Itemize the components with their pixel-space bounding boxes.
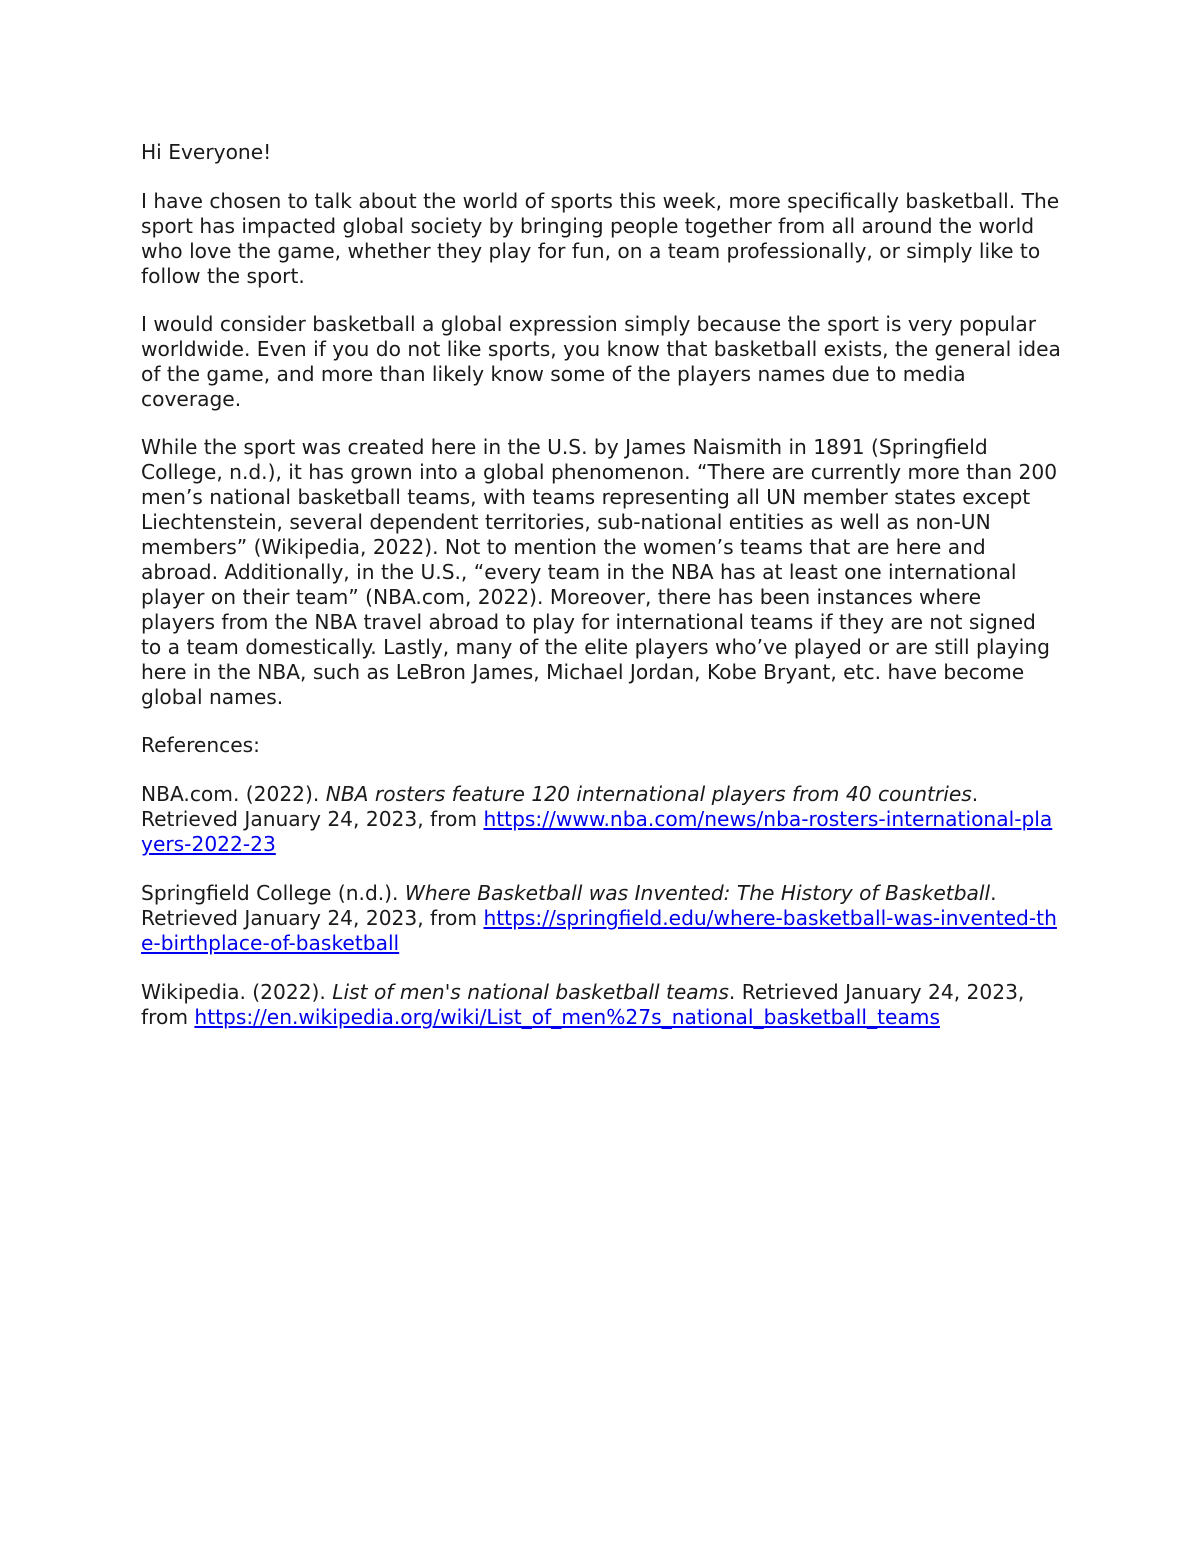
reference-nba	[141, 782, 1061, 857]
references-heading: References:	[141, 733, 260, 757]
reference-retrieved: . Retrieved January 24, 2023, from	[141, 980, 1025, 1029]
greeting: Hi Everyone!	[141, 140, 272, 164]
reference-author: NBA.com. (2022).	[141, 782, 326, 806]
document-page	[141, 140, 1061, 1054]
reference-title: NBA rosters feature 120 international players from 40 countries	[325, 782, 972, 806]
paragraph-global-expression: I would consider basketball a global expression simply because the sport is very popular worldwide. Even if you do not like sports, you know that basketball exists, the general idea of the game, and more than likely know some of the players names due to media coverage.	[141, 312, 1061, 411]
reference-title: List of men's national basketball teams	[332, 980, 729, 1004]
reference-link[interactable]: https://en.wikipedia.org/wiki/List_of_men%27s_national_basketball_teams	[194, 1005, 940, 1029]
reference-author: Springfield College (n.d.).	[141, 881, 405, 905]
reference-springfield	[141, 881, 1061, 956]
reference-wikipedia	[141, 980, 1061, 1030]
reference-retrieved: . Retrieved January 24, 2023, from	[141, 881, 997, 930]
reference-author: Wikipedia. (2022).	[141, 980, 333, 1004]
reference-retrieved: . Retrieved January 24, 2023, from	[141, 782, 979, 831]
reference-link[interactable]: https://www.nba.com/news/nba-rosters-international-players-2022-23	[141, 807, 1053, 856]
reference-title: Where Basketball was Invented: The History of Basketball	[404, 881, 991, 905]
reference-link[interactable]: https://springfield.edu/where-basketball-was-invented-the-birthplace-of-basketball	[141, 906, 1057, 955]
paragraph-intro: I have chosen to talk about the world of sports this week, more specifically basketball. The sport has impacted global society by bringing people together from all around the world who love the game, whether they play for fun, on a team professionally, or simply like to follow the sport.	[141, 189, 1060, 288]
paragraph-history: While the sport was created here in the U.S. by James Naismith in 1891 (Springfield College, n.d.), it has grown into a global phenomenon. “There are currently more than 200 men’s national basketball teams, with teams representing all UN member states except Liechtenstein, several dependent territories, sub-national entities as well as non-UN members” (Wikipedia, 2022). Not to mention the women’s teams that are here and abroad. Additionally, in the U.S., “every team in the NBA has at least one international player on their team” (NBA.com, 2022). Moreover, there has been instances where players from the NBA travel abroad to play for international teams if they are not signed to a team domestically. Lastly, many of the elite players who’ve played or are still playing here in the NBA, such as LeBron James, Michael Jordan, Kobe Bryant, etc. have become global names.	[141, 435, 1058, 709]
